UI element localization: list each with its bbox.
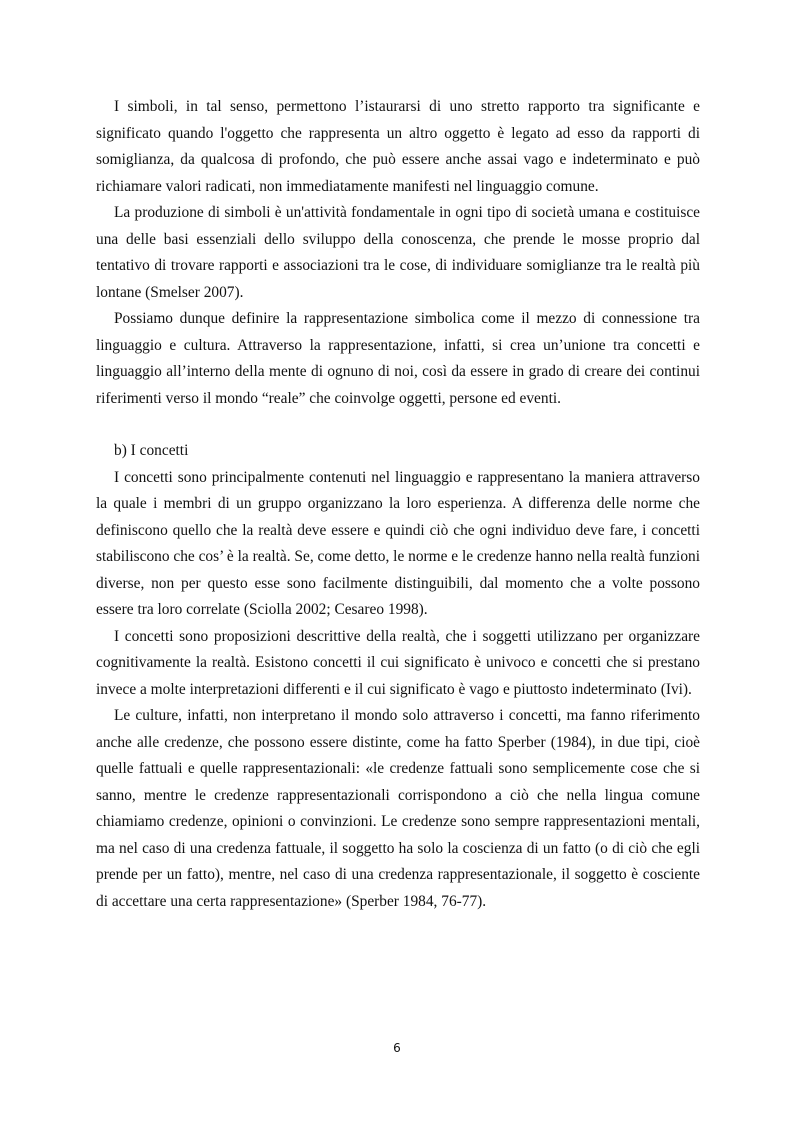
paragraph-symbol-production: La produzione di simboli è un'attività fondamentale in ogni tipo di società umana e costituisce una delle basi essenziali dello sviluppo della conoscenza, che prende le mosse proprio dal tentativo di trovare rapporti e associazioni tra le cose, di individuare somiglianze tra le realtà più lontane (Smelser 2007).: [96, 204, 700, 301]
section-heading: b) I concetti: [114, 442, 189, 459]
paragraph-symbolic-representation: Possiamo dunque definire la rappresentazione simbolica come il mezzo di connessione tra linguaggio e cultura. Attraverso la rappresentazione, infatti, si crea un’unione tra concetti e linguaggio all’interno della mente di ognuno di noi, così da essere in grado di creare dei continui riferimenti verso il mondo “reale” che coinvolge oggetti, persone ed eventi.: [96, 310, 700, 407]
section-spacer: [96, 412, 700, 438]
paragraph-symbols: I simboli, in tal senso, permettono l’istaurarsi di uno stretto rapporto tra significante e significato quando l'oggetto che rappresenta un altro oggetto è legato ad esso da rapporti di somiglianza, da qualcosa di profondo, che può essere anche assai vago e indeterminato e può richiamare valori radicati, non immediatamente manifesti nel linguaggio comune.: [96, 98, 700, 195]
paragraph-concepts: I concetti sono principalmente contenuti nel linguaggio e rappresentano la maniera attraverso la quale i membri di un gruppo organizzano la loro esperienza. A differenza delle norme che definiscono quello che la realtà deve essere e quindi ciò che ogni individuo deve fare, i concetti stabiliscono che cos’ è la realtà. Se, come detto, le norme e le credenze hanno nella realtà funzioni diverse, non per questo esse sono facilmente distinguibili, dal momento che a volte possono essere tra loro correlate (Sciolla 2002; Cesareo 1998).: [96, 468, 700, 618]
paragraph-descriptive-propositions: I concetti sono proposizioni descrittive della realtà, che i soggetti utilizzano per organizzare cognitivamente la realtà. Esistono concetti il cui significato è univoco e concetti che si prestano invece a molte interpretazioni differenti e il cui significato è vago e piuttosto indeterminato (Ivi).: [96, 627, 700, 698]
body-text: [96, 94, 700, 915]
page-number: 6: [393, 1041, 401, 1055]
paragraph-beliefs: Le culture, infatti, non interpretano il mondo solo attraverso i concetti, ma fanno riferimento anche alle credenze, che possono essere distinte, come ha fatto Sperber (1984), in due tipi, cioè quelle fattuali e quelle rappresentazionali: «le credenze fattuali sono semplicemente cose che si sanno, mentre le credenze rappresentazionali corrispondono a ciò che nella lingua comune chiamiamo credenze, opinioni o convinzioni. Le credenze sono sempre rappresentazioni mentali, ma nel caso di una credenza fattuale, il soggetto ha solo la coscienza di un fatto (o di ciò che egli prende per un fatto), mentre, nel caso di una credenza rappresentazionale, il soggetto è cosciente di accettare una certa rappresentazione» (Sperber 1984, 76-77).: [96, 707, 700, 910]
